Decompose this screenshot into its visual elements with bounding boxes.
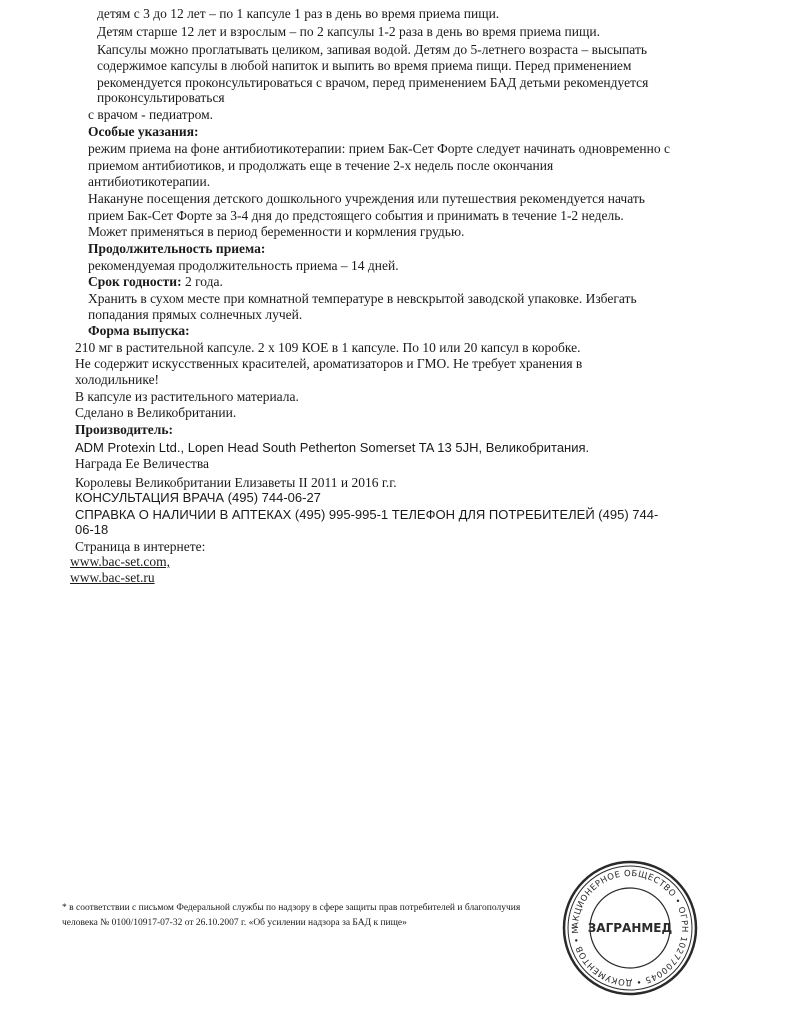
reference-line: 06-18 [75, 522, 109, 537]
footnote-line: * в соответствии с письмом Федеральной службы по надзору в сфере защиты прав потребителей и благополучия [62, 903, 521, 913]
stamp-seal-icon [560, 858, 700, 998]
dosage-line: рекомендуется проконсультироваться с врачом, перед применением БАД детьми рекомендуется [97, 75, 649, 90]
dosage-line: детям с 3 до 12 лет – по 1 капсуле 1 раз в день во время приема пищи. [97, 6, 500, 21]
stamp-ring-text: АКЦИОНЕРНОЕ ОБЩЕСТВО • ОГРН 1027700045 • ДОКУМЕНТОВ • М [570, 868, 690, 988]
stamp-center-text: ЗАГРАНМЕД [587, 921, 673, 935]
form-line: Не содержит искусственных красителей, ароматизаторов и ГМО. Не требует хранения в [75, 356, 583, 371]
form-heading: Форма выпуска: [88, 323, 190, 338]
dosage-line: содержимое капсулы в любой напиток и выпить во время приема пищи. Перед применением [97, 58, 632, 73]
dosage-line: Капсулы можно проглатывать целиком, запивая водой. Детям до 5-летнего возраста – высыпать [97, 42, 647, 57]
company-stamp [560, 858, 700, 998]
form-line: холодильнике! [75, 372, 160, 387]
link-bac-set-ru[interactable]: www.bac-set.ru [70, 570, 155, 585]
form-line: 210 мг в растительной капсуле. 2 х 109 КОЕ в 1 капсуле. По 10 или 20 капсул в коробке. [75, 340, 581, 355]
shelf-value: 2 года. [181, 274, 223, 289]
special-line: Накануне посещения детского дошкольного учреждения или путешествия рекомендуется начать [88, 191, 645, 206]
special-line: прием Бак-Сет Форте за 3-4 дня до предстоящего события и принимать в течение 1-2 недель. [88, 208, 624, 223]
shelf-life [88, 274, 223, 289]
dosage-line: Детям старше 12 лет и взрослым – по 2 капсулы 1-2 раза в день во время приема пищи. [97, 24, 600, 39]
special-line: Может применяться в период беременности и кормления грудью. [88, 224, 465, 239]
special-line: антибиотикотерапии. [88, 174, 211, 189]
special-heading: Особые указания: [88, 124, 199, 139]
dosage-line: проконсультироваться [97, 90, 225, 105]
special-line: приемом антибиотиков, и продолжать еще в течение 2-х недель после окончания [88, 158, 554, 173]
footnote-line: человека № 0100/10917-07-32 от 26.10.2007 г. «Об усилении надзора за БАД к пище» [62, 918, 407, 928]
dosage-line: с врачом - педиатром. [88, 107, 214, 122]
manufacturer-heading: Производитель: [75, 422, 173, 437]
special-line: режим приема на фоне антибиотикотерапии: прием Бак-Сет Форте следует начинать одновременно с [88, 141, 670, 156]
shelf-heading: Срок годности: [88, 274, 182, 289]
link-bac-set-com[interactable]: www.bac-set.com, [70, 554, 170, 569]
manufacturer-line: Королевы Великобритании Елизаветы II 2011 и 2016 г.г. [75, 475, 397, 490]
reference-line: СПРАВКА О НАЛИЧИИ В АПТЕКАХ (495) 995-995-1 ТЕЛЕФОН ДЛЯ ПОТРЕБИТЕЛЕЙ (495) 744- [75, 507, 659, 522]
duration-text: рекомендуемая продолжительность приема – 14 дней. [88, 258, 399, 273]
form-line: Сделано в Великобритании. [75, 405, 237, 420]
internet-label: Страница в интернете: [75, 539, 206, 554]
manufacturer-line: ADM Protexin Ltd., Lopen Head South Petherton Somerset TA 13 5JH, Великобритания. [75, 440, 590, 455]
storage-line: попадания прямых солнечных лучей. [88, 307, 303, 322]
form-line: В капсуле из растительного материала. [75, 389, 299, 404]
duration-heading: Продолжительность приема: [88, 241, 266, 256]
storage-line: Хранить в сухом месте при комнатной температуре в невскрытой заводской упаковке. Избегать [88, 291, 637, 306]
manufacturer-line: Награда Ее Величества [75, 456, 210, 471]
consult-phone: КОНСУЛЬТАЦИЯ ВРАЧА (495) 744-06-27 [75, 490, 321, 505]
